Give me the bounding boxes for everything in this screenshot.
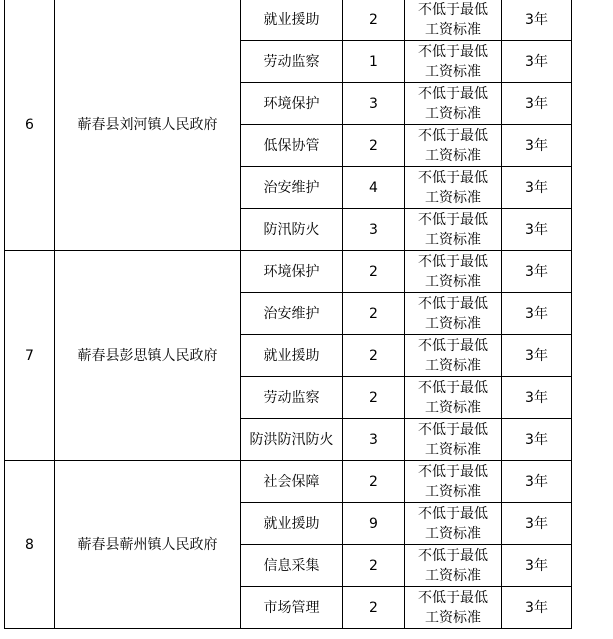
term-cell: 3年 xyxy=(502,461,572,503)
wage-cell xyxy=(405,419,502,461)
wage-line-1: 不低于最低 xyxy=(418,169,488,186)
wage-line-2: 工资标准 xyxy=(425,525,481,542)
post-cell: 环境保护 xyxy=(241,83,343,125)
wage-line-2: 工资标准 xyxy=(425,609,481,626)
wage-cell xyxy=(405,83,502,125)
wage-cell xyxy=(405,545,502,587)
headcount-cell: 2 xyxy=(343,251,405,293)
table-row xyxy=(5,0,572,41)
wage-line-2: 工资标准 xyxy=(425,567,481,584)
post-cell: 就业援助 xyxy=(241,335,343,377)
headcount-cell: 3 xyxy=(343,419,405,461)
term-cell: 3年 xyxy=(502,587,572,629)
term-cell: 3年 xyxy=(502,293,572,335)
employer-cell: 蕲春县彭思镇人民政府 xyxy=(55,251,241,461)
headcount-cell: 2 xyxy=(343,377,405,419)
employer-cell: 蕲春县蕲州镇人民政府 xyxy=(55,461,241,629)
post-cell: 劳动监察 xyxy=(241,41,343,83)
headcount-cell: 2 xyxy=(343,587,405,629)
wage-cell xyxy=(405,377,502,419)
wage-line-2: 工资标准 xyxy=(425,399,481,416)
term-cell: 3年 xyxy=(502,41,572,83)
wage-line-2: 工资标准 xyxy=(425,147,481,164)
wage-line-1: 不低于最低 xyxy=(418,211,488,228)
wage-line-2: 工资标准 xyxy=(425,231,481,248)
wage-line-1: 不低于最低 xyxy=(418,379,488,396)
headcount-cell: 2 xyxy=(343,293,405,335)
wage-line-1: 不低于最低 xyxy=(418,547,488,564)
wage-line-2: 工资标准 xyxy=(425,21,481,38)
wage-line-2: 工资标准 xyxy=(425,357,481,374)
post-cell: 劳动监察 xyxy=(241,377,343,419)
headcount-cell: 4 xyxy=(343,167,405,209)
post-cell: 社会保障 xyxy=(241,461,343,503)
wage-line-1: 不低于最低 xyxy=(418,43,488,60)
wage-line-1: 不低于最低 xyxy=(418,1,488,18)
term-cell: 3年 xyxy=(502,545,572,587)
wage-line-1: 不低于最低 xyxy=(418,421,488,438)
term-cell: 3年 xyxy=(502,209,572,251)
wage-line-1: 不低于最低 xyxy=(418,295,488,312)
headcount-cell: 2 xyxy=(343,125,405,167)
wage-cell xyxy=(405,167,502,209)
post-cell: 环境保护 xyxy=(241,251,343,293)
wage-line-1: 不低于最低 xyxy=(418,253,488,270)
wage-cell xyxy=(405,461,502,503)
post-cell: 就业援助 xyxy=(241,503,343,545)
term-cell: 3年 xyxy=(502,251,572,293)
wage-line-2: 工资标准 xyxy=(425,63,481,80)
wage-line-1: 不低于最低 xyxy=(418,337,488,354)
wage-line-2: 工资标准 xyxy=(425,441,481,458)
wage-cell xyxy=(405,0,502,41)
post-cell: 信息采集 xyxy=(241,545,343,587)
headcount-cell: 2 xyxy=(343,461,405,503)
post-cell: 防汛防火 xyxy=(241,209,343,251)
headcount-cell: 2 xyxy=(343,335,405,377)
headcount-cell: 1 xyxy=(343,41,405,83)
post-cell: 防洪防汛防火 xyxy=(241,419,343,461)
headcount-cell: 2 xyxy=(343,545,405,587)
row-index-cell: 6 xyxy=(5,0,55,251)
wage-line-1: 不低于最低 xyxy=(418,463,488,480)
term-cell: 3年 xyxy=(502,0,572,41)
term-cell: 3年 xyxy=(502,377,572,419)
wage-line-2: 工资标准 xyxy=(425,189,481,206)
term-cell: 3年 xyxy=(502,83,572,125)
wage-line-1: 不低于最低 xyxy=(418,85,488,102)
wage-line-2: 工资标准 xyxy=(425,315,481,332)
wage-cell xyxy=(405,503,502,545)
headcount-cell: 2 xyxy=(343,0,405,41)
term-cell: 3年 xyxy=(502,419,572,461)
wage-line-2: 工资标准 xyxy=(425,483,481,500)
wage-cell xyxy=(405,41,502,83)
wage-cell xyxy=(405,293,502,335)
table-row xyxy=(5,461,572,503)
row-index-cell: 8 xyxy=(5,461,55,629)
wage-line-1: 不低于最低 xyxy=(418,589,488,606)
positions-table xyxy=(4,0,572,629)
term-cell: 3年 xyxy=(502,125,572,167)
term-cell: 3年 xyxy=(502,167,572,209)
term-cell: 3年 xyxy=(502,503,572,545)
table-row xyxy=(5,251,572,293)
wage-line-1: 不低于最低 xyxy=(418,127,488,144)
post-cell: 就业援助 xyxy=(241,0,343,41)
post-cell: 治安维护 xyxy=(241,293,343,335)
wage-line-2: 工资标准 xyxy=(425,105,481,122)
row-index-cell: 7 xyxy=(5,251,55,461)
headcount-cell: 9 xyxy=(343,503,405,545)
wage-cell xyxy=(405,587,502,629)
wage-line-1: 不低于最低 xyxy=(418,505,488,522)
post-cell: 低保协管 xyxy=(241,125,343,167)
post-cell: 治安维护 xyxy=(241,167,343,209)
table-body xyxy=(5,0,572,629)
wage-cell xyxy=(405,209,502,251)
wage-cell xyxy=(405,125,502,167)
employer-cell: 蕲春县刘河镇人民政府 xyxy=(55,0,241,251)
wage-cell xyxy=(405,251,502,293)
headcount-cell: 3 xyxy=(343,209,405,251)
term-cell: 3年 xyxy=(502,335,572,377)
post-cell: 市场管理 xyxy=(241,587,343,629)
wage-line-2: 工资标准 xyxy=(425,273,481,290)
wage-cell xyxy=(405,335,502,377)
headcount-cell: 3 xyxy=(343,83,405,125)
